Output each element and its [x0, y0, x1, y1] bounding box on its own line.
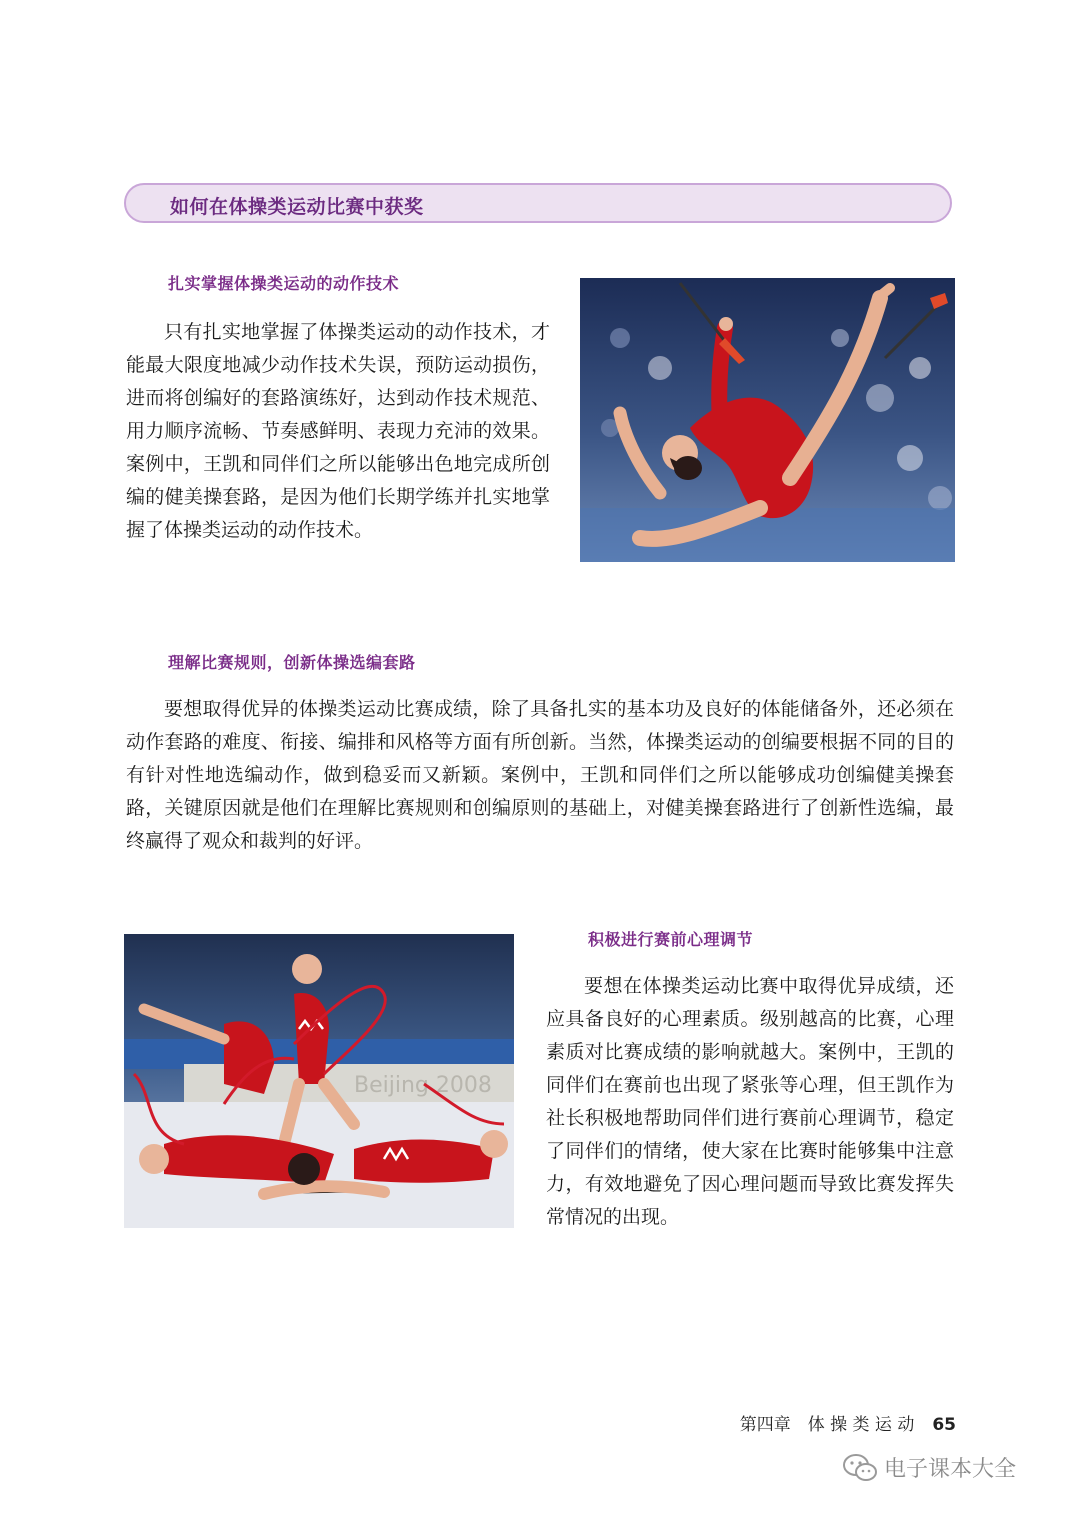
- subheading-technique: 扎实掌握体操类运动的动作技术: [168, 274, 400, 293]
- watermark-text: 电子课本大全: [884, 1457, 1017, 1482]
- arena-banner-text: Beijing 2008: [354, 1073, 492, 1098]
- section-title: 如何在体操类运动比赛中获奖: [170, 196, 424, 218]
- gymnast-clubs-photo: [580, 278, 955, 562]
- page-number: 65: [932, 1415, 956, 1435]
- subheading-psychology: 积极进行赛前心理调节: [588, 930, 754, 949]
- chapter-label: 第四章 体 操 类 运 动: [739, 1415, 915, 1435]
- subheading-rules: 理解比赛规则，创新体操选编套路: [168, 653, 416, 672]
- paragraph-rules: 要想取得优异的体操类运动比赛成绩，除了具备扎实的基本功及良好的体能储备外，还必须在动作套路的难度、衔接、编排和风格等方面有所创新。当然，体操类运动的创编要根据不同的目的有针对性地选编动作，做到稳妥而又新颖。案例中，王凯和同伴们之所以能够成功创编健美操套路，关键原因就是他们在理解比赛规则和创编原则的基础上，对健美操套路进行了创新性选编，最终赢得了观众和裁判的好评。: [126, 698, 954, 852]
- paragraph-technique: 只有扎实地掌握了体操类运动的动作技术，才能最大限度地减少动作技术失误，预防运动损伤，进而将创编好的套路演练好，达到动作技术规范、用力顺序流畅、节奏感鲜明、表现力充沛的效果。案例中，王凯和同伴们之所以能够出色地完成所创编的健美操套路，是因为他们长期学练并扎实地掌握了体操类运动的动作技术。: [126, 321, 550, 541]
- group-gymnastics-photo: [124, 934, 514, 1228]
- paragraph-psychology: 要想在体操类运动比赛中取得优异成绩，还应具备良好的心理素质。级别越高的比赛，心理素质对比赛成绩的影响就越大。案例中，王凯的同伴们在赛前也出现了紧张等心理，但王凯作为社长积极地帮助同伴们进行赛前心理调节，稳定了同伴们的情绪，使大家在比赛时能够集中注意力，有效地避免了因心理问题而导致比赛发挥失常情况的出现。: [546, 975, 954, 1228]
- page-footer: [740, 1410, 956, 1435]
- watermark: [842, 1452, 1016, 1483]
- wechat-icon: [842, 1453, 878, 1483]
- section-banner: [124, 183, 952, 223]
